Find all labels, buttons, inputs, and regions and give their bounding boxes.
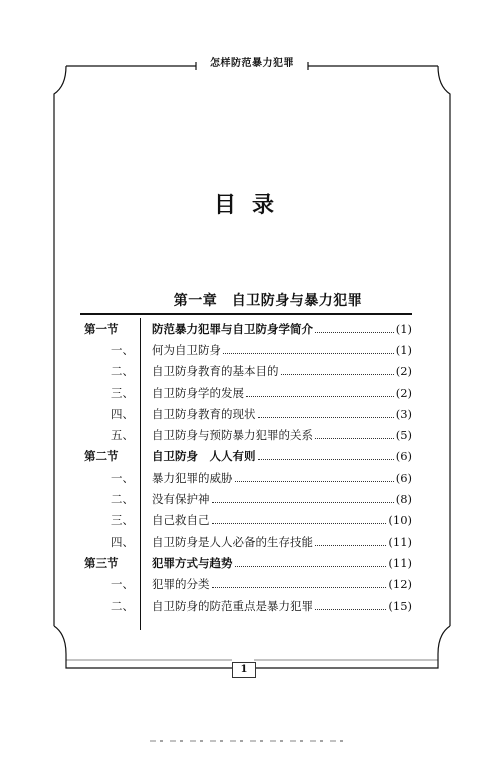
dot-leader bbox=[212, 587, 387, 588]
toc-entry-row[interactable] bbox=[80, 488, 412, 509]
running-header-title: 怎样防范暴力犯罪 bbox=[210, 58, 294, 69]
toc-entry-number: 一、 bbox=[111, 577, 134, 592]
toc-entry-number: 第二节 bbox=[84, 449, 119, 464]
toc-entry-page: (2) bbox=[395, 364, 412, 379]
toc-top-rule bbox=[80, 313, 412, 315]
toc-entry-row[interactable] bbox=[80, 382, 412, 403]
toc-entry-page: (6) bbox=[395, 470, 412, 485]
toc-entry-row[interactable] bbox=[80, 467, 412, 488]
toc-entry-row[interactable] bbox=[80, 510, 412, 531]
toc-entry-page: (2) bbox=[395, 385, 412, 400]
dot-leader bbox=[315, 609, 386, 610]
toc-entry-number: 五、 bbox=[111, 428, 134, 443]
toc-entry-row[interactable] bbox=[80, 403, 412, 424]
toc-entry-page: (5) bbox=[395, 428, 412, 443]
toc-entry-number: 一、 bbox=[111, 342, 134, 357]
toc-entry-page: (1) bbox=[395, 342, 412, 357]
toc-entry-number: 四、 bbox=[111, 406, 134, 421]
toc-entry-title: 自卫防身 人人有则 bbox=[152, 449, 256, 464]
toc-entry-row[interactable] bbox=[80, 574, 412, 595]
toc-entry-title: 暴力犯罪的威胁 bbox=[152, 470, 233, 485]
toc-entry-number: 一、 bbox=[111, 470, 134, 485]
toc-entry-title: 自卫防身与预防暴力犯罪的关系 bbox=[152, 428, 313, 443]
toc-entry-number: 第三节 bbox=[84, 555, 119, 570]
toc-entry-title: 自卫防身学的发展 bbox=[152, 385, 244, 400]
toc-entry-number: 二、 bbox=[111, 364, 134, 379]
page-heading: 目录 bbox=[213, 193, 290, 218]
toc-entry-row[interactable] bbox=[80, 595, 412, 616]
toc-entry-page: (11) bbox=[388, 534, 412, 549]
dot-leader bbox=[315, 438, 394, 439]
toc-entry-page: (10) bbox=[388, 513, 412, 528]
toc-entry-page: (1) bbox=[395, 321, 412, 336]
dot-leader bbox=[258, 417, 394, 418]
toc-entry-title: 自卫防身教育的现状 bbox=[152, 406, 256, 421]
toc-entry-title: 防范暴力犯罪与自卫防身学简介 bbox=[152, 321, 313, 336]
dot-leader bbox=[258, 459, 394, 460]
toc-section-row[interactable] bbox=[80, 552, 412, 573]
toc-entry-page: (3) bbox=[395, 406, 412, 421]
toc-entry-number: 二、 bbox=[111, 492, 134, 507]
dot-leader bbox=[315, 332, 394, 333]
toc-entry-page: (11) bbox=[388, 555, 412, 570]
toc-entry-page: (6) bbox=[395, 449, 412, 464]
toc-entry-title: 犯罪方式与趋势 bbox=[152, 555, 233, 570]
toc-entry-title: 犯罪的分类 bbox=[152, 577, 210, 592]
toc-entry-title: 自卫防身教育的基本目的 bbox=[152, 364, 279, 379]
toc-entry-page: (12) bbox=[388, 577, 412, 592]
toc-entry-title: 自卫防身是人人必备的生存技能 bbox=[152, 534, 313, 549]
toc-entry-number: 三、 bbox=[111, 385, 134, 400]
toc-entry-page: (8) bbox=[395, 492, 412, 507]
page-number: 1 bbox=[232, 662, 256, 678]
toc-entry-number: 三、 bbox=[111, 513, 134, 528]
table-of-contents bbox=[80, 318, 412, 616]
toc-entry-row[interactable] bbox=[80, 361, 412, 382]
toc-entry-title: 没有保护神 bbox=[152, 492, 210, 507]
scan-artifact bbox=[150, 740, 350, 742]
toc-section-row[interactable] bbox=[80, 318, 412, 339]
toc-entry-row[interactable] bbox=[80, 339, 412, 360]
toc-entry-row[interactable] bbox=[80, 424, 412, 445]
dot-leader bbox=[281, 374, 394, 375]
toc-entry-number: 第一节 bbox=[84, 321, 119, 336]
dot-leader bbox=[212, 502, 394, 503]
toc-entry-number: 四、 bbox=[111, 534, 134, 549]
dot-leader bbox=[246, 396, 394, 397]
dot-leader bbox=[235, 481, 394, 482]
toc-entry-title: 自己救自己 bbox=[152, 513, 210, 528]
toc-entry-number: 二、 bbox=[111, 598, 134, 613]
dot-leader bbox=[235, 566, 387, 567]
dot-leader bbox=[315, 545, 386, 546]
toc-entry-title: 何为自卫防身 bbox=[152, 342, 221, 357]
dot-leader bbox=[212, 523, 387, 524]
toc-entry-title: 自卫防身的防范重点是暴力犯罪 bbox=[152, 598, 313, 613]
toc-section-row[interactable] bbox=[80, 446, 412, 467]
chapter-title: 第一章 自卫防身与暴力犯罪 bbox=[173, 293, 363, 309]
toc-entry-page: (15) bbox=[388, 598, 412, 613]
toc-entry-row[interactable] bbox=[80, 531, 412, 552]
dot-leader bbox=[223, 353, 394, 354]
